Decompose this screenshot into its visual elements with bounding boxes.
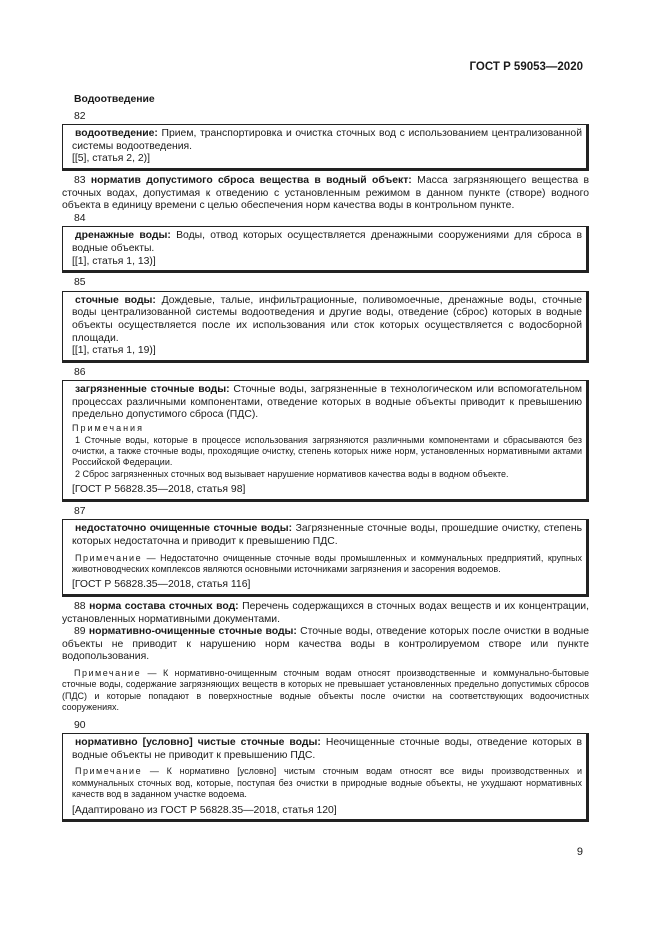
term-box-86 — [62, 380, 589, 502]
note-label-89: Примечание — [74, 668, 142, 679]
term-box-84 — [62, 226, 589, 273]
note-87 — [72, 553, 582, 576]
definition-89: Сточные воды, отведение которых после очистки в водные объекты не приводит к нарушению норм качества воды в контролируемом створе или пункте водопользования. — [62, 626, 589, 663]
term-83: норматив допустимого сброса вещества в водный объект: — [90, 174, 412, 186]
term-82: водоотведение: — [75, 128, 158, 140]
note-text-90: — К нормативно [условно] чистым сточным водам относят все виды производственных и коммунальных сточных вод, которые, поступая без очистки в природные водные объекты, не ухудшают нормативных качеств вод в заданном участке водоема. — [72, 766, 582, 800]
entry-number-88: 88 — [74, 601, 86, 613]
entry-89 — [62, 626, 589, 664]
definition-87: Загрязненные сточные воды, прошедшие очистку, степень которых недостаточна и приводит к превышению ПДС. — [72, 523, 582, 548]
note-2-86: 2 Сброс загрязненных сточных вод вызывает нарушение нормативов качества воды в водном объекте. — [75, 468, 509, 479]
note-label-90: Примечание — [75, 766, 143, 777]
term-box-82 — [62, 124, 589, 171]
term-87: недостаточно очищенные сточные воды: — [75, 523, 293, 535]
reference-85: [[1], статья 1, 19)] — [72, 345, 156, 357]
definition-88: Перечень содержащихся в сточных водах веществ и их концентрации, установленных нормативными документами. — [62, 601, 589, 625]
entry-number-89: 89 — [74, 626, 86, 638]
section-title: Водоотведение — [74, 94, 155, 105]
page-number: 9 — [576, 846, 583, 858]
entry-number-84: 84 — [74, 212, 86, 224]
reference-84: [[1], статья 1, 13)] — [72, 255, 156, 267]
notes-heading-86: Примечания — [72, 423, 144, 434]
definition-84: Воды, отвод которых осуществляется дренажными сооружениями для сброса в водные объекты. — [72, 230, 582, 254]
definition-86: Сточные воды, загрязненные в технологическом или вспомогательном процессах различными компонентами, отведение которых в водные объекты приводит к превышению предельно допустимого сброса (ПДС). — [72, 384, 582, 421]
entry-number-90: 90 — [74, 719, 86, 731]
definition-82: Прием, транспортировка и очистка сточных вод с использованием централизованной системы водоотведения. — [72, 128, 582, 152]
entry-83 — [62, 175, 589, 213]
term-box-85 — [62, 291, 589, 363]
term-86: загрязненные сточные воды: — [75, 384, 230, 396]
reference-90: [Адаптировано из ГОСТ Р 56828.35—2018, статья 120] — [72, 804, 337, 816]
entry-88 — [62, 601, 589, 626]
entry-number-86: 86 — [74, 366, 86, 378]
note-89 — [62, 668, 589, 714]
definition-90: Неочищенные сточные воды, отведение которых в водные объекты не приводит к превышению ПДС. — [72, 737, 582, 761]
note-1-86: 1 Сточные воды, которые в процессе использования загрязняются различными компонентами и сбрасываются без очистки, а также сточные воды, проходящие очистку, степень которых ниже норм, установленных нормативными актами Российской Федерации. — [72, 434, 582, 468]
term-89: нормативно-очищенные сточные воды: — [88, 626, 297, 638]
entry-number-85: 85 — [74, 277, 86, 289]
document-id: ГОСТ Р 59053—2020 — [469, 61, 583, 73]
entry-number-82: 82 — [74, 110, 86, 122]
entry-number-87: 87 — [74, 505, 86, 517]
note-label-87: Примечание — [75, 552, 143, 563]
note-90 — [72, 766, 582, 800]
entry-number-83: 83 — [74, 174, 86, 186]
reference-82: [[5], статья 2, 2)] — [72, 153, 150, 165]
term-84: дренажные воды: — [75, 230, 171, 242]
term-85: сточные воды: — [75, 294, 156, 306]
note-text-89: — К нормативно-очищенным сточным водам относят производственные и коммунально-бытовые сточные воды, содержание загрязняющих веществ в которых не превышает установленных предельно допустимых сбросов (ПДС) и которые попадают в поверхностные водные объекты после очистки на соответствующих водоочистных сооружениях. — [62, 668, 589, 713]
term-88: норма состава сточных вод: — [89, 601, 239, 613]
document-body — [62, 94, 589, 826]
reference-87: [ГОСТ Р 56828.35—2018, статья 116] — [72, 579, 251, 591]
term-90: нормативно [условно] чистые сточные воды: — [75, 737, 321, 749]
definition-83: Масса загрязняющего вещества в сточных водах, допустимая к отведению с установленным режимом в данном пункте (створе) водного объекта в единицу времени с целью обеспечения норм качества воды в контрольном пункте. — [62, 174, 589, 212]
definition-85: Дождевые, талые, инфильтрационные, поливомоечные, дренажные воды, сточные воды централизованной системы водоотведения и другие воды, отведение (сброс) которых в водные объекты осуществляется после их использования или сток которых осуществляется с водосборной площади. — [72, 294, 582, 344]
term-box-87 — [62, 519, 589, 597]
term-box-90 — [62, 733, 589, 822]
reference-86: [ГОСТ Р 56828.35—2018, статья 98] — [72, 484, 246, 496]
note-text-87: — Недостаточно очищенные сточные воды промышленных и коммунальных предприятий, крупных животноводческих комплексов являются основными источниками загрязнения и засорения водоемов. — [72, 552, 582, 575]
